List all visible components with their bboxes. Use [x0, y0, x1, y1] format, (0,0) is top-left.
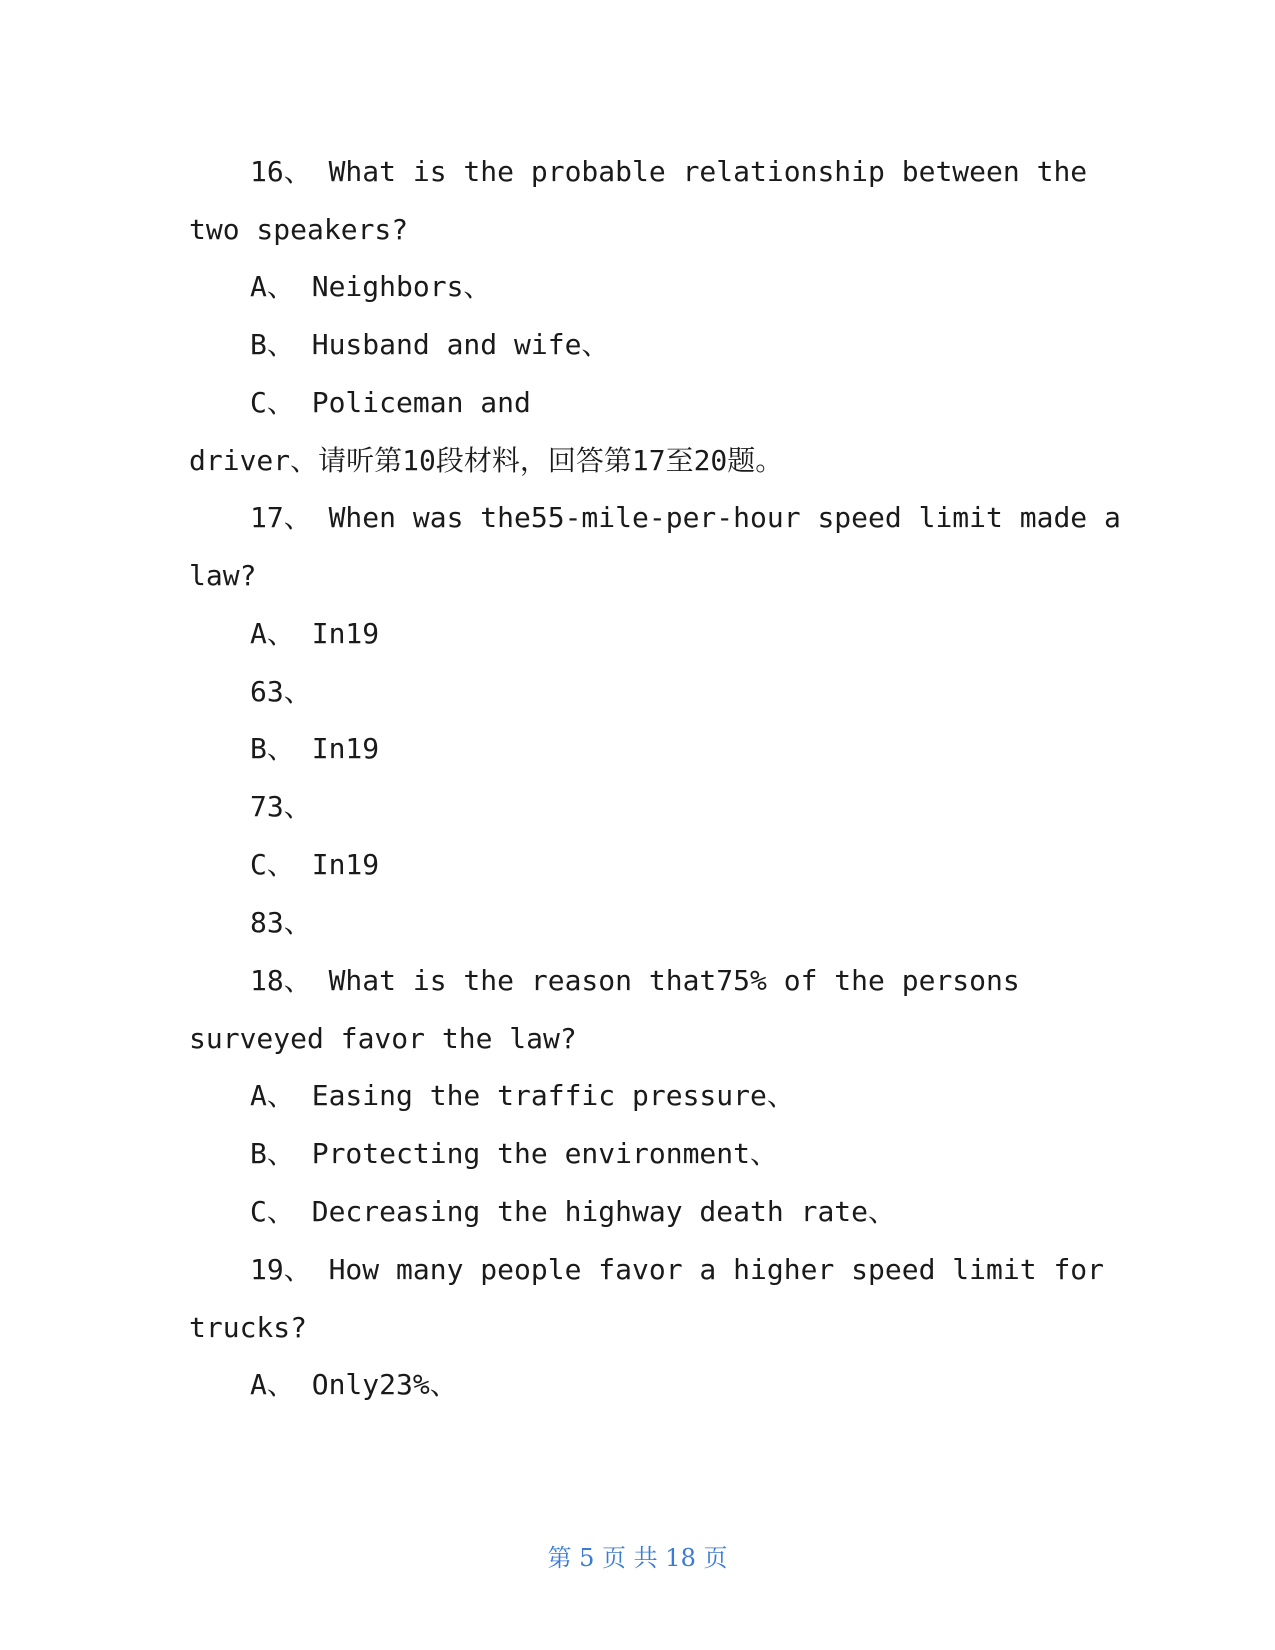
- question-16-option-b: B、 Husband and wife、: [250, 328, 610, 361]
- question-19-option-a: A、 Only23%、: [250, 1368, 458, 1401]
- question-19-stem-continued: trucks?: [189, 1311, 308, 1344]
- question-17-option-c-continued: 83、: [250, 906, 312, 939]
- question-17-stem: 17、 When was the55-mile-per-hour speed limit made a: [250, 501, 1121, 534]
- question-17-option-c: C、 In19: [250, 848, 380, 881]
- question-19-stem: 19、 How many people favor a higher speed limit for: [250, 1253, 1105, 1286]
- question-18-stem: 18、 What is the reason that75% of the persons: [250, 964, 1020, 997]
- question-17-option-b-continued: 73、: [250, 790, 312, 823]
- question-16-option-a: A、 Neighbors、: [250, 270, 492, 303]
- question-17-option-b: B、 In19: [250, 732, 380, 765]
- question-16-stem: 16、 What is the probable relationship between the: [250, 155, 1088, 188]
- question-18-option-b: B、 Protecting the environment、: [250, 1137, 779, 1170]
- question-18-option-a: A、 Easing the traffic pressure、: [250, 1079, 795, 1112]
- question-18-stem-continued: surveyed favor the law?: [189, 1022, 577, 1055]
- question-17-option-a: A、 In19: [250, 617, 380, 650]
- page-footer: 第 5 页 共 18 页: [547, 1544, 728, 1572]
- question-16-option-c: C、 Policeman and: [250, 386, 531, 419]
- question-18-option-c: C、 Decreasing the highway death rate、: [250, 1195, 897, 1228]
- question-17-stem-continued: law?: [189, 559, 257, 592]
- question-17-option-a-continued: 63、: [250, 675, 312, 708]
- question-16-stem-continued: two speakers?: [189, 213, 409, 246]
- question-16-option-c-continued: driver、请听第10段材料，回答第17至20题。: [189, 444, 784, 477]
